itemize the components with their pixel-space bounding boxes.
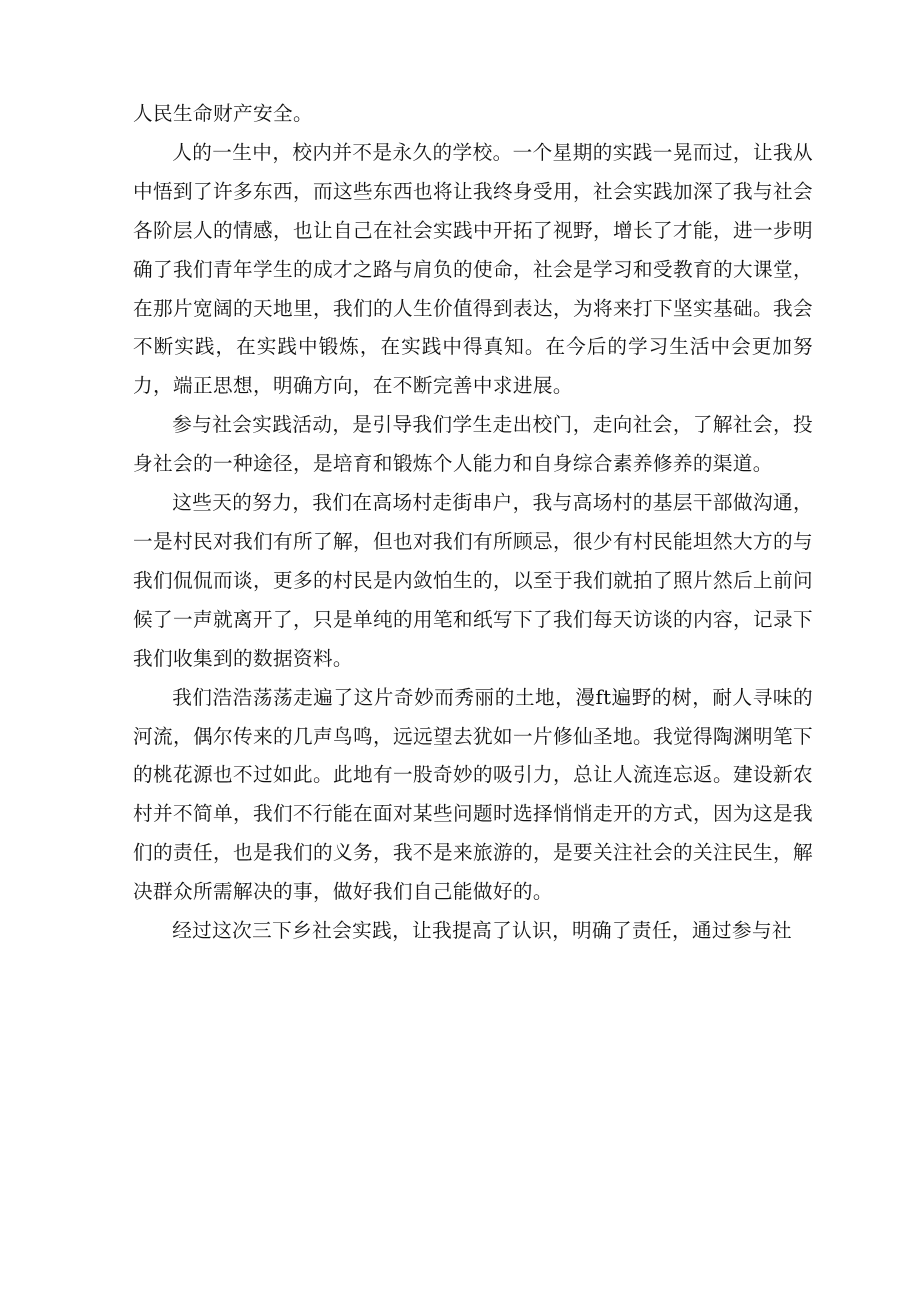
paragraph-6: 经过这次三下乡社会实践，让我提高了认识，明确了责任，通过参与社 bbox=[172, 919, 792, 943]
paragraph-5: 我们浩浩荡荡走遍了这片奇妙而秀丽的土地，漫ft遍野的树，耐人寻味的河流，偶尔传来的几声鸟鸣，远远望去犹如一片修仙圣地。我觉得陶渊明笔下的桃花源也不过如此。此地有一股奇妙的吸引力，总让人流连忘返。建设新农村并不简单，我们不行能在面对某些问题时选择悄悄走开的方式，因为这是我们的责任，也是我们的义务，我不是来旅游的，是要关注社会的关注民生，解决群众所需解决的事，做好我们自己能做好的。 bbox=[133, 685, 813, 904]
paragraph-1: 人民生命财产安全。 bbox=[133, 102, 313, 125]
paragraph-4: 这些天的努力，我们在高场村走街串户，我与高场村的基层干部做沟通，一是村民对我们有所了解，但也对我们有所顾忌，很少有村民能坦然大方的与我们侃侃而谈，更多的村民是内敛怕生的，以至于我们就拍了照片然后上前问候了一声就离开了，只是单纯的用笔和纸写下了我们每天访谈的内容，记录下我们收集到的数据资料。 bbox=[133, 491, 813, 670]
paragraph-2: 人的一生中，校内并不是永久的学校。一个星期的实践一晃而过，让我从中悟到了许多东西，而这些东西也将让我终身受用，社会实践加深了我与社会各阶层人的情感，也让自己在社会实践中开拓了视野，增长了才能，进一步明确了我们青年学生的成才之路与肩负的使命，社会是学习和受教育的大课堂，在那片宽阔的天地里，我们的人生价值得到表达，为将来打下坚实基础。我会不断实践，在实践中锻炼，在实践中得真知。在今后的学习生活中会更加努力，端正思想，明确方向，在不断完善中求进展。 bbox=[133, 140, 813, 398]
paragraph-3: 参与社会实践活动，是引导我们学生走出校门，走向社会，了解社会，投身社会的一种途径，是培育和锻炼个人能力和自身综合素养修养的渠道。 bbox=[133, 413, 813, 476]
document-body bbox=[133, 95, 813, 951]
